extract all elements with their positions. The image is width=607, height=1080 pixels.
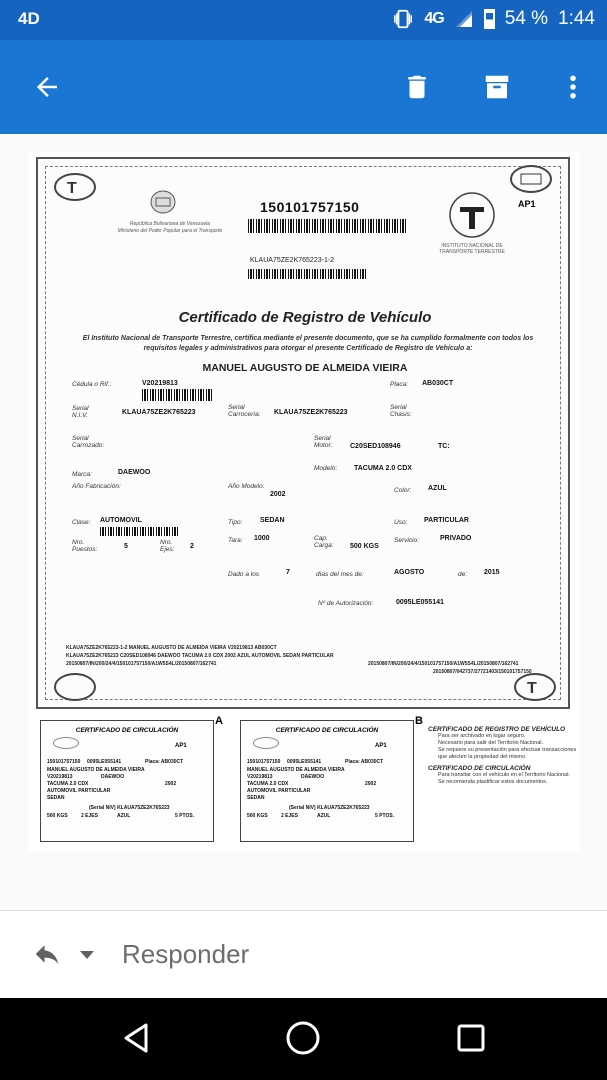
uso-value: PARTICULAR bbox=[424, 517, 469, 524]
certificate-number: 150101757150 bbox=[260, 199, 360, 215]
tara-label: Tara: bbox=[228, 537, 243, 544]
serial-carrozado-label: Serial Carrozado: bbox=[72, 435, 105, 449]
corner-ornament-icon bbox=[508, 163, 554, 195]
owner-name: MANUEL AUGUSTO DE ALMEIDA VIEIRA bbox=[202, 362, 408, 374]
puestos-label: Nro. Puestos: bbox=[72, 539, 98, 553]
modelo-value: TACUMA 2.0 CDX bbox=[354, 465, 412, 472]
clase-label: Clase: bbox=[72, 519, 91, 526]
nav-recents-icon[interactable] bbox=[455, 1022, 487, 1054]
attachment-viewer[interactable] bbox=[0, 134, 607, 910]
card-letter: B bbox=[415, 715, 423, 727]
mes-label: días del mes de: bbox=[316, 571, 364, 578]
card-clase-uso: AUTOMOVIL PARTICULAR bbox=[247, 788, 311, 794]
barcode bbox=[100, 527, 180, 536]
card-placa: Placa: AB030CT bbox=[345, 759, 384, 765]
more-vert-icon[interactable] bbox=[558, 72, 588, 102]
card-niv: (Serial NIV) KLAUA75ZE2K765223 bbox=[89, 805, 170, 811]
signal-icon bbox=[454, 9, 474, 29]
barcode bbox=[142, 389, 212, 401]
card-modelo: TACUMA 2.0 CDX bbox=[247, 781, 289, 787]
coat-of-arms-icon bbox=[148, 189, 178, 215]
card-color: AZUL bbox=[317, 813, 331, 819]
note-item: Se recomienda plastificar estos documentos. bbox=[438, 779, 548, 785]
placa-label: Placa: bbox=[390, 381, 409, 388]
cedula-value: V20219813 bbox=[142, 380, 178, 387]
anio-modelo-label: Año Modelo: bbox=[228, 483, 265, 490]
battery-percent: 54 % bbox=[504, 8, 549, 29]
barcode bbox=[248, 269, 368, 279]
card-marca: DAEWOO bbox=[301, 774, 325, 780]
network-type: 4G bbox=[424, 10, 444, 27]
circulacion-note-title: CERTIFICADO DE CIRCULACIÓN bbox=[428, 765, 531, 772]
card-ejes: 2 EJES bbox=[281, 813, 298, 819]
certificate-title: Certificado de Registro de Vehículo bbox=[178, 309, 432, 326]
carrier-logo: 4D bbox=[18, 9, 40, 28]
marca-value: DAEWOO bbox=[118, 469, 151, 476]
card-carga: 500 KGS bbox=[247, 813, 268, 819]
note-item: Necesario para salir del Territorio Nacional. bbox=[438, 740, 544, 746]
card-tipo: SEDAN bbox=[247, 795, 265, 801]
system-nav-bar bbox=[0, 998, 607, 1080]
serial-motor-value: C20SED108946 bbox=[350, 443, 401, 450]
serial-niv-value: KLAUA75ZE2K765223 bbox=[122, 409, 196, 416]
circulation-card-a bbox=[40, 715, 223, 842]
reply-bar bbox=[0, 910, 607, 999]
card-modelo: TACUMA 2.0 CDX bbox=[47, 781, 89, 787]
card-clase-uso: AUTOMOVIL PARTICULAR bbox=[47, 788, 111, 794]
mes-value: AGOSTO bbox=[394, 569, 425, 576]
ejes-value: 2 bbox=[190, 543, 194, 550]
note-item: Se requiere su presentación para efectuar transacciones que afecten la propiedad del mismo. bbox=[438, 747, 577, 760]
footer-line: KLAUA75ZE2K765223 C20SED108946 DAEWOO TACUMA 2.0 CDX 2002 AZUL AUTOMOVIL SEDAN PARTICULAR bbox=[66, 653, 334, 659]
autorizacion-value: 0095LE055141 bbox=[396, 599, 444, 606]
carga-label: Cap. Carga: bbox=[314, 535, 334, 549]
arrow-left-icon[interactable] bbox=[32, 72, 62, 102]
anio-modelo-value: 2002 bbox=[270, 491, 286, 498]
card-marca: DAEWOO bbox=[101, 774, 125, 780]
archive-icon[interactable] bbox=[482, 72, 512, 102]
color-value: AZUL bbox=[428, 485, 447, 492]
clase-value: AUTOMOVIL bbox=[100, 517, 142, 524]
card-ap-code: AP1 bbox=[175, 743, 187, 749]
seal-icon bbox=[253, 737, 279, 749]
certificate-scan[interactable] bbox=[28, 152, 580, 852]
corner-ornament-icon bbox=[512, 671, 558, 703]
modelo-label: Modelo: bbox=[314, 465, 338, 472]
corner-ornament-icon bbox=[52, 171, 98, 203]
reply-icon[interactable] bbox=[30, 939, 64, 969]
reply-button[interactable]: Responder bbox=[122, 939, 250, 969]
tara-value: 1000 bbox=[254, 535, 270, 542]
footer-line: 20150807/042737/27721403/150101757150 bbox=[433, 669, 532, 675]
registro-note-title: CERTIFICADO DE REGISTRO DE VEHÍCULO bbox=[428, 726, 566, 733]
anio-value: 2015 bbox=[484, 569, 500, 576]
puestos-value: 5 bbox=[124, 543, 128, 550]
placa-value: AB030CT bbox=[422, 380, 454, 387]
barcode bbox=[248, 219, 408, 233]
card-number: 150101757150 bbox=[247, 759, 281, 765]
status-bar bbox=[0, 0, 607, 40]
carga-value: 500 KGS bbox=[350, 543, 379, 550]
card-auth: 0095LE055141 bbox=[87, 759, 122, 765]
marca-label: Marca: bbox=[72, 471, 92, 478]
color-label: Color: bbox=[394, 487, 412, 494]
footer-line: 20150807/IN/200/24/4/150101757150/A1W5S4L/20150807/162741 bbox=[368, 661, 519, 667]
seal-icon bbox=[53, 737, 79, 749]
serial-niv-label: Serial N.I.V. bbox=[72, 405, 89, 419]
toolbar bbox=[0, 40, 607, 134]
card-auth: 0095LE055141 bbox=[287, 759, 322, 765]
certificate-notes bbox=[428, 722, 578, 786]
serial-carroceria-value: KLAUA75ZE2K765223 bbox=[274, 409, 348, 416]
trash-icon[interactable] bbox=[402, 72, 432, 102]
card-owner: MANUEL AUGUSTO DE ALMEIDA VIEIRA bbox=[47, 767, 145, 773]
republic-line: República Bolivariana de Venezuela bbox=[129, 221, 211, 227]
footer-line: 20150807/IN/200/24/4/150101757150/A1W5S4L/20150807/162741 bbox=[66, 661, 217, 667]
card-color: AZUL bbox=[117, 813, 131, 819]
vibrate-icon bbox=[392, 8, 414, 30]
card-cedula: V20219813 bbox=[247, 774, 273, 780]
vin-reference: KLAUA75ZE2K765223-1-2 bbox=[250, 257, 335, 264]
svg-text:T: T bbox=[67, 180, 77, 197]
servicio-value: PRIVADO bbox=[440, 535, 472, 542]
serial-carroceria-label: Serial Carrocería: bbox=[228, 404, 261, 418]
card-tipo: SEDAN bbox=[47, 795, 65, 801]
card-puestos: 5 PTOS. bbox=[375, 813, 395, 819]
certificate-intro: El Instituto Nacional de Transporte Terrestre, certifica mediante el presente documento, que se ha cumplido formalmente con todos los requisitos legales y administrativos para otorgar el presente Certificado de Registro de Vehículo a: bbox=[82, 335, 534, 352]
dia-value: 7 bbox=[286, 569, 290, 576]
footer-line: KLAUA75ZE2K765223-1-2 MANUEL AUGUSTO DE ALMEIDA VIEIRA V20219813 AB030CT bbox=[66, 645, 277, 651]
card-owner: MANUEL AUGUSTO DE ALMEIDA VIEIRA bbox=[247, 767, 345, 773]
card-cedula: V20219813 bbox=[47, 774, 73, 780]
clock: 1:44 bbox=[558, 8, 595, 29]
cedula-label: Cédula o Rif.: bbox=[72, 381, 112, 388]
card-placa: Placa: AB030CT bbox=[145, 759, 184, 765]
battery-icon bbox=[484, 9, 495, 29]
autorizacion-label: Nº de Autorización: bbox=[318, 600, 374, 607]
card-carga: 500 KGS bbox=[47, 813, 68, 819]
serial-motor-label: Serial Motor: bbox=[314, 435, 333, 449]
nav-back-icon[interactable] bbox=[118, 1020, 154, 1056]
agency-name: INSTITUTO NACIONAL DE TRANSPORTE TERRESTRE bbox=[439, 243, 505, 255]
card-title: CERTIFICADO DE CIRCULACIÓN bbox=[75, 727, 179, 734]
circulation-card-b bbox=[240, 715, 423, 842]
tipo-label: Tipo: bbox=[228, 519, 243, 526]
ap-code: AP1 bbox=[518, 199, 536, 209]
intt-logo-icon bbox=[446, 189, 498, 241]
card-ap-code: AP1 bbox=[375, 743, 387, 749]
card-title: CERTIFICADO DE CIRCULACIÓN bbox=[275, 727, 379, 734]
svg-text:T: T bbox=[527, 680, 537, 697]
vehicle-registration-certificate bbox=[36, 157, 570, 709]
card-anio: 2002 bbox=[165, 781, 177, 787]
ministry-line: Ministerio del Poder Popular para el Transporte bbox=[117, 228, 223, 234]
servicio-label: Servicio: bbox=[394, 537, 419, 544]
caret-down-icon[interactable] bbox=[79, 949, 95, 961]
card-number: 150101757150 bbox=[47, 759, 81, 765]
corner-ornament-icon bbox=[52, 671, 98, 703]
ejes-label: Nro. Ejes: bbox=[160, 539, 175, 553]
serial-chasis-label: Serial Chasis: bbox=[390, 404, 412, 418]
uso-label: Uso: bbox=[394, 519, 408, 526]
tipo-value: SEDAN bbox=[260, 517, 285, 524]
card-letter: A bbox=[215, 715, 223, 727]
anio-fabricacion-label: Año Fabricación: bbox=[72, 483, 121, 490]
dado-label: Dado a los bbox=[228, 571, 260, 578]
card-ejes: 2 EJES bbox=[81, 813, 98, 819]
card-anio: 2002 bbox=[365, 781, 377, 787]
nav-home-icon[interactable] bbox=[284, 1019, 322, 1057]
card-niv: (Serial NIV) KLAUA75ZE2K765223 bbox=[289, 805, 370, 811]
note-item: Para ser archivado en lugar seguro. bbox=[438, 733, 526, 739]
de-label: de: bbox=[458, 571, 468, 578]
card-puestos: 5 PTOS. bbox=[175, 813, 195, 819]
tc-label: TC: bbox=[438, 443, 450, 450]
note-item: Para transitar con el vehículo en el Territorio Nacional. bbox=[438, 772, 570, 778]
